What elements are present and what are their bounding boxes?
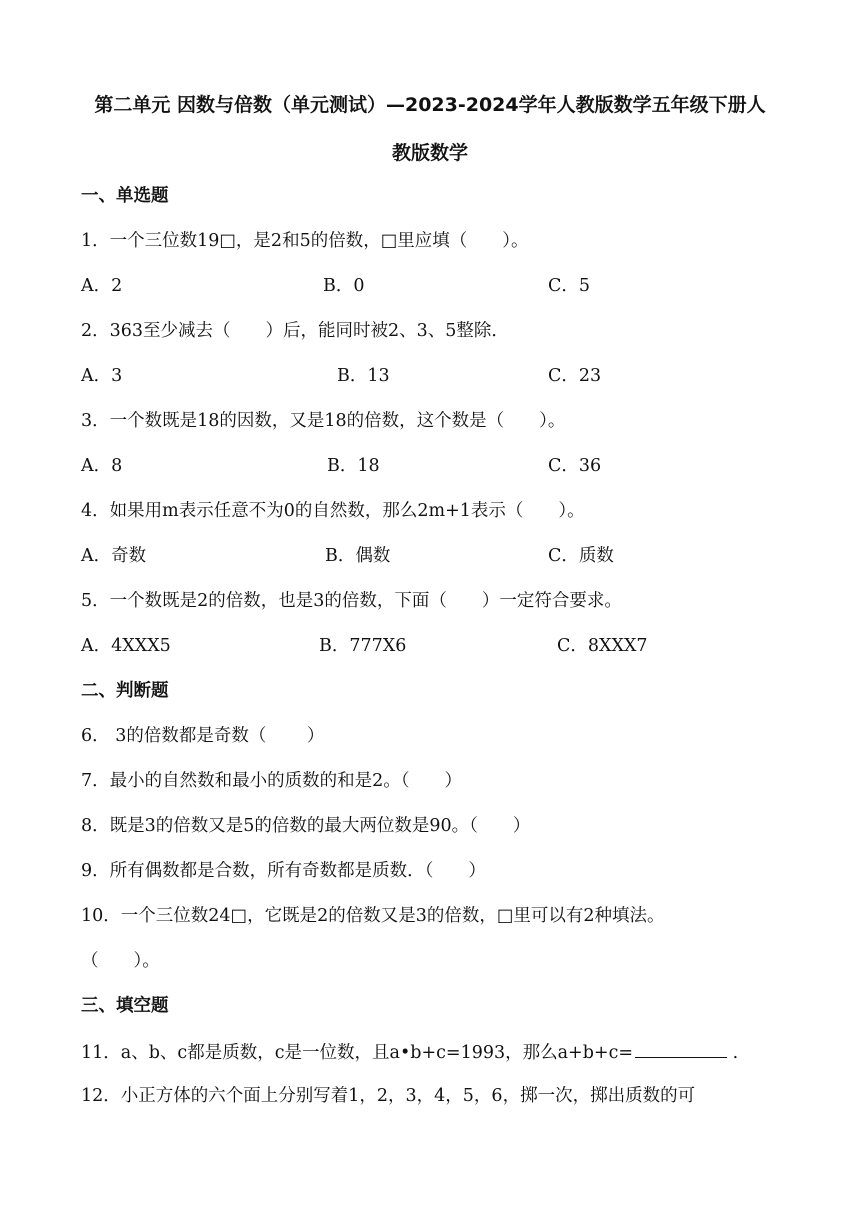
answer-blank[interactable] (635, 1039, 727, 1058)
question-4: 4．如果用m表示任意不为0的自然数，那么2m+1表示（ ）。 (81, 501, 585, 521)
question-5-option-b: B．777X6 (319, 636, 407, 656)
question-1-option-a: A．2 (81, 276, 123, 296)
section-heading-fill-blank: 三、填空题 (81, 996, 169, 1016)
question-11 (81, 1039, 738, 1065)
question-10-line-2: （ ）。 (81, 951, 160, 971)
question-1-option-c: C．5 (548, 276, 591, 296)
question-1: 1．一个三位数19□，是2和5的倍数，□里应填（ ）。 (81, 231, 529, 251)
question-10-line-1: 10．一个三位数24□，它既是2的倍数又是3的倍数，□里可以有2种填法。 (81, 906, 665, 926)
question-5: 5．一个数既是2的倍数，也是3的倍数，下面（ ）一定符合要求。 (81, 591, 622, 611)
question-2-option-b: B．13 (337, 366, 390, 386)
question-4-option-a: A．奇数 (81, 546, 147, 566)
question-3: 3．一个数既是18的因数，又是18的倍数，这个数是（ ）。 (81, 411, 566, 431)
question-3-option-c: C．36 (548, 456, 602, 476)
question-5-option-c: C．8XXX7 (557, 636, 648, 656)
question-4-option-c: C．质数 (548, 546, 614, 566)
question-11-text: 11．a、b、c都是质数，c是一位数，且a•b+c=1993，那么a+b+c= (81, 1043, 634, 1063)
question-5-option-a: A．4XXX5 (81, 636, 171, 656)
question-3-option-a: A．8 (81, 456, 123, 476)
question-1-option-b: B．0 (323, 276, 365, 296)
document-title-line-2: 教版数学 (391, 142, 468, 164)
question-4-option-b: B．偶数 (325, 546, 391, 566)
question-2-option-a: A．3 (81, 366, 123, 386)
question-2-option-c: C．23 (548, 366, 602, 386)
question-12: 12．小正方体的六个面上分别写着1，2，3，4，5，6，掷一次，掷出质数的可 (81, 1086, 696, 1106)
question-6: 6． 3的倍数都是奇数（ ） (81, 726, 325, 746)
question-9: 9．所有偶数都是合数，所有奇数都是质数．（ ） (81, 861, 486, 881)
question-8: 8．既是3的倍数又是5的倍数的最大两位数是90。（ ） (81, 816, 531, 836)
question-3-option-b: B．18 (327, 456, 380, 476)
section-heading-single-choice: 一、单选题 (81, 186, 169, 206)
question-7: 7．最小的自然数和最小的质数的和是2。（ ） (81, 771, 463, 791)
question-11-tail: . (727, 1043, 739, 1063)
document-title-line-1: 第二单元 因数与倍数（单元测试）—2023-2024学年人教版数学五年级下册人 (94, 94, 766, 116)
section-heading-true-false: 二、判断题 (81, 681, 169, 701)
question-2: 2．363至少减去（ ）后，能同时被2、3、5整除． (81, 321, 509, 341)
